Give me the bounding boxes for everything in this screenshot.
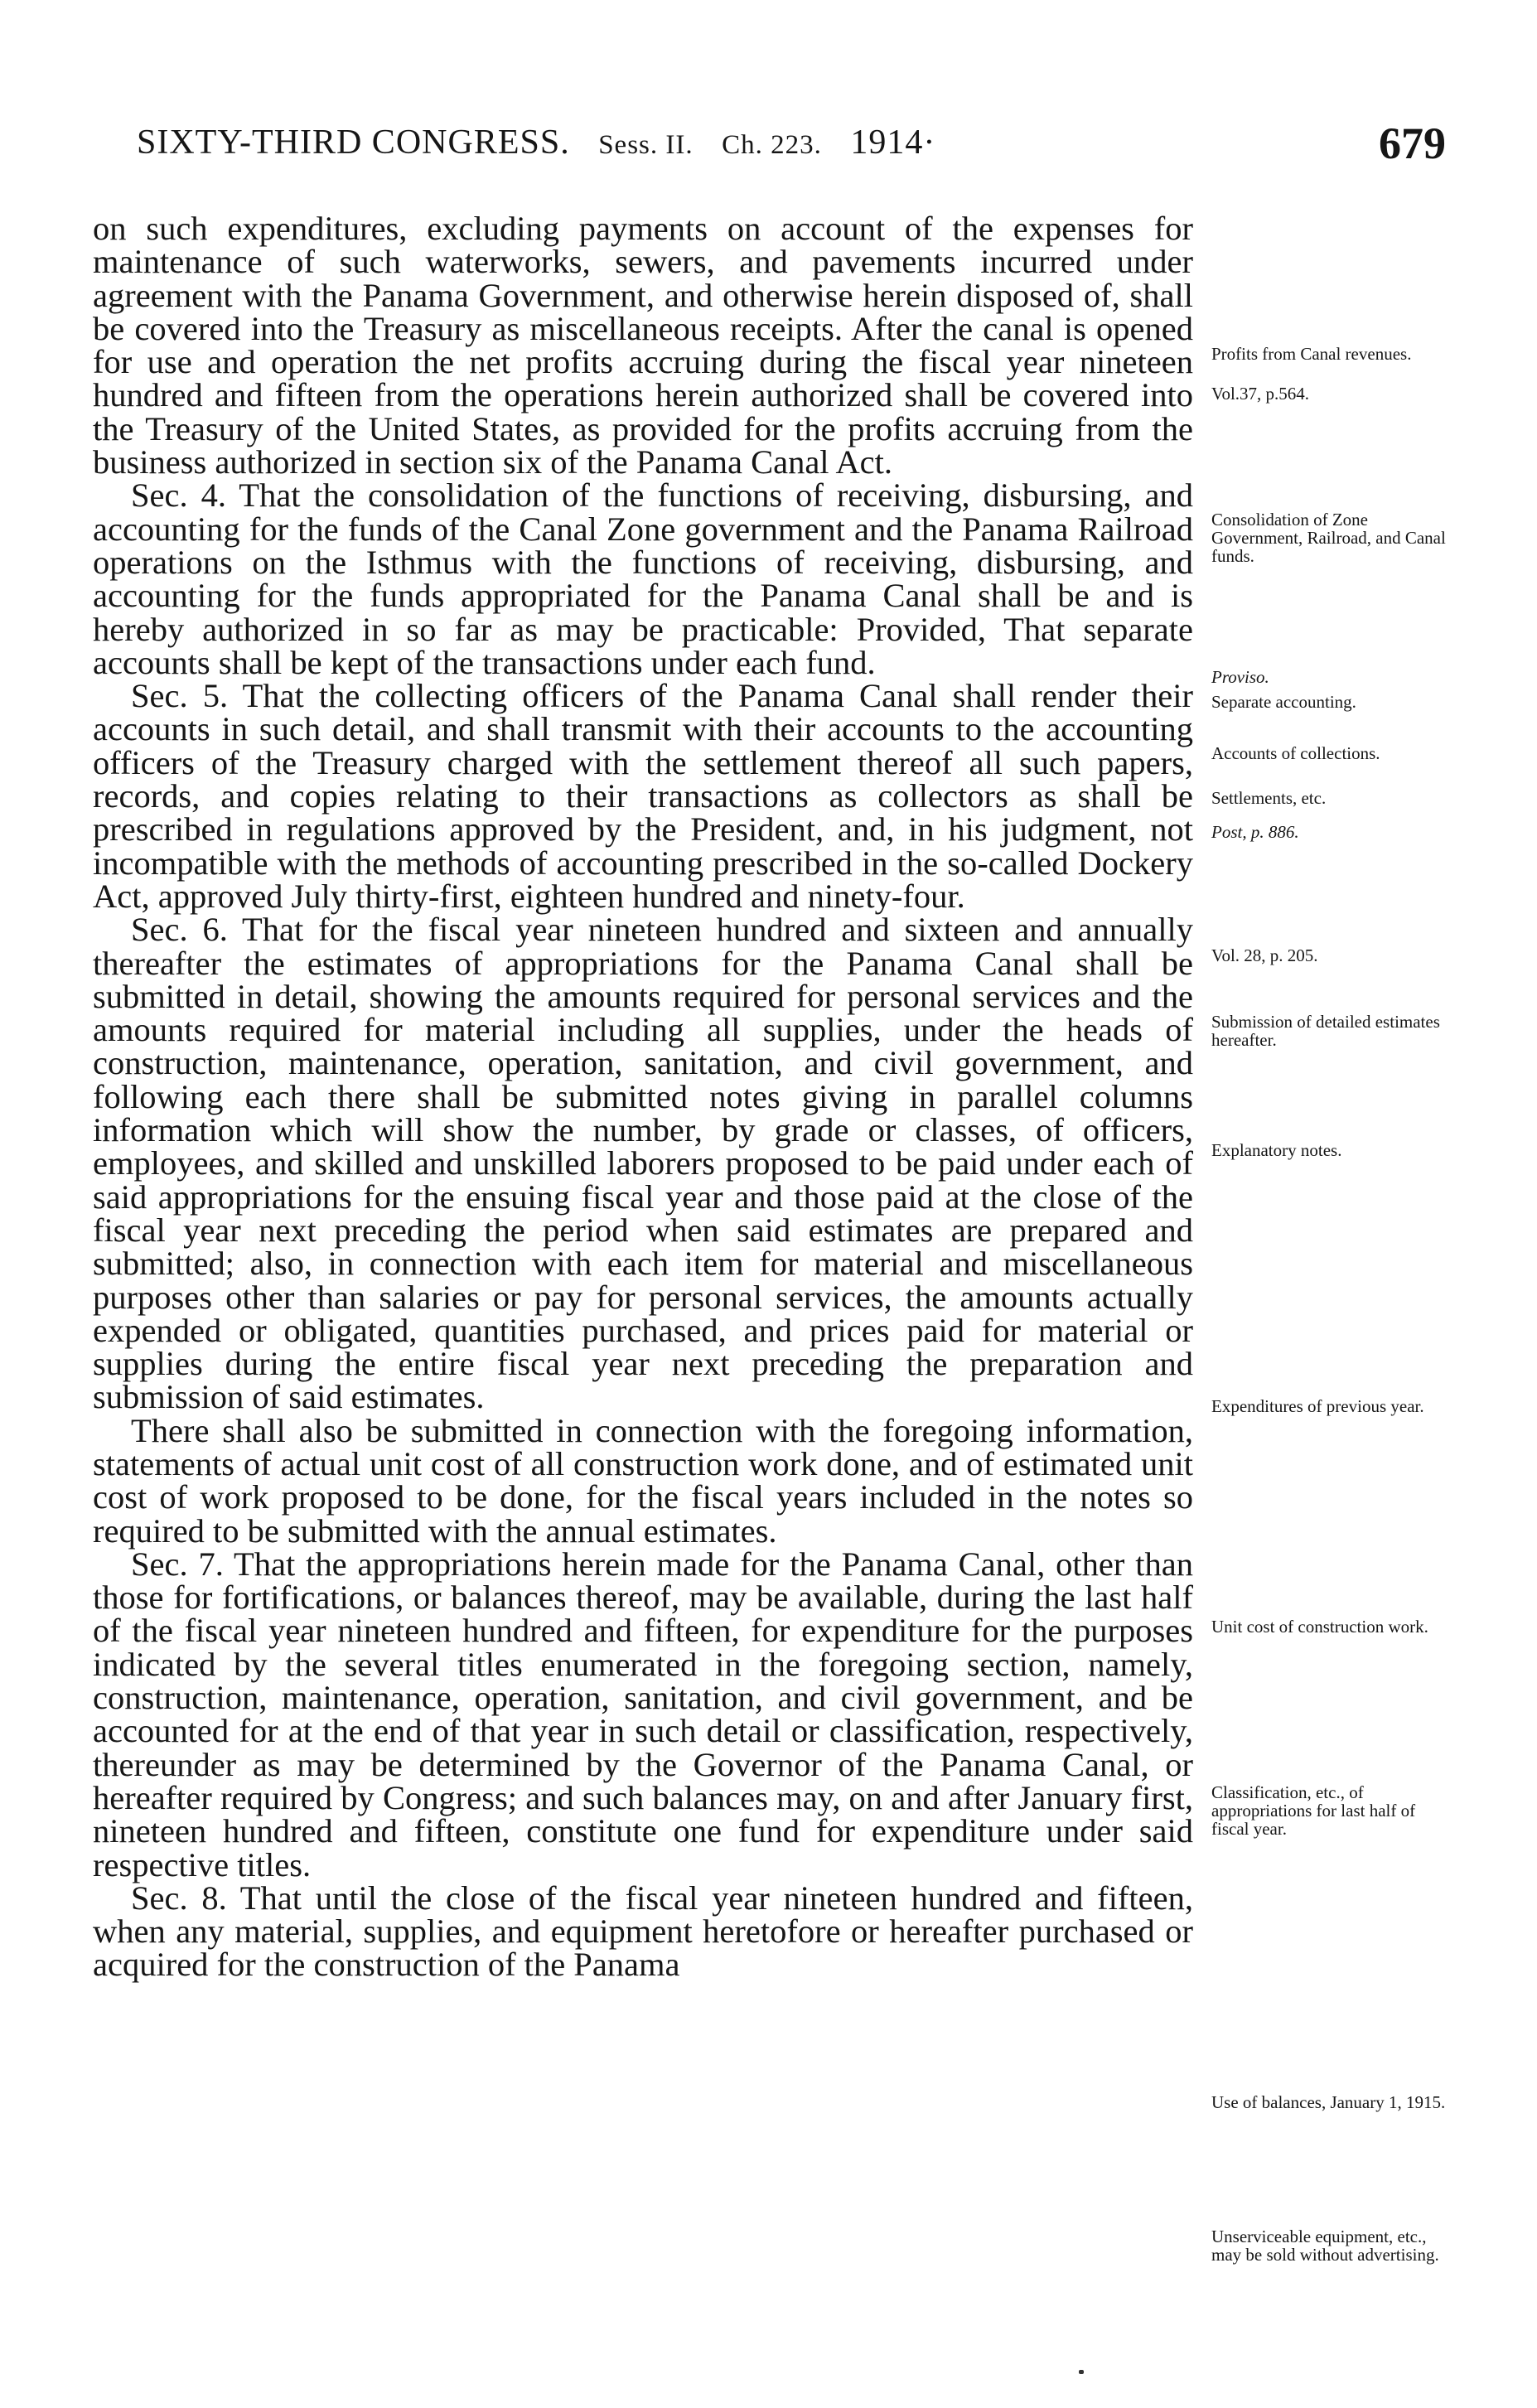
margin-note: Profits from Canal revenues. [1211, 344, 1412, 364]
paragraph-sec-6: Sec. 6. That for the fiscal year nineteen hundred and sixteen and annually thereafter the estimates of appropriations for the Panama Canal shall be submitted in detail, showing the amounts required for personal services and the amounts required for material including all supplies, under the heads of construction, maintenance, operation, sanitation, and civil government, and following each there shall be submitted notes giving in parallel columns information which will show the number, by grade or classes, of officers, employees, and skilled and unskilled laborers proposed to be paid under each of said appropriations for the ensuing fiscal year and those paid at the close of the fiscal year next preceding the period when said estimates are prepared and submitted; also, in connection with each item for material and miscellaneous purposes other than salaries or pay for personal services, the amounts actually expended or obligated, quantities purchased, and prices paid for material or supplies during the entire fiscal year next preceding the preparation and submission of said estimates. [93, 911, 1193, 1416]
main-text [93, 212, 1193, 1982]
margin-note: Consolidation of Zone Government, Railroad, and Canal funds. [1211, 510, 1446, 566]
paragraph-sec-7: Sec. 7. That the appropriations herein made for the Panama Canal, other than those for fortifications, or balances thereof, may be available, during the last half of the fiscal year nineteen hundred and fifteen, for expenditure for the purposes indicated by the several titles enumerated in the foregoing section, namely, construction, maintenance, operation, sanitation, and civil government, and be accounted for at the end of that year in such detail or classification, respectively, thereunder as may be determined by the Governor of the Panama Canal, or hereafter required by Congress; and such balances may, on and after January first, nineteen hundred and fifteen, constitute one fund for expenditure under said respective titles. [93, 1545, 1193, 1883]
paragraph-sec-8: Sec. 8. That until the close of the fiscal year nineteen hundred and fifteen, when any material, supplies, and equipment heretofore or hereafter purchased or acquired for the construction of the Panama [93, 1879, 1193, 1984]
margin-note: Unit cost of construction work. [1211, 1617, 1428, 1637]
margin-note: Vol. 28, p. 205. [1211, 945, 1318, 965]
margin-note: Settlements, etc. [1211, 788, 1327, 808]
margin-note: Post, p. 886. [1211, 822, 1299, 842]
header-text [137, 123, 935, 162]
paragraph-continuation: on such expenditures, excluding payments on account of the expenses for maintenance of such waterworks, sewers, and pavements incurred under agreement with the Panama Government, and otherwise herein disposed of, shall be covered into the Treasury as miscellaneous receipts. After the canal is opened for use and operation the net profits accruing during the fiscal year nineteen hundred and fifteen from the operations herein authorized shall be covered into the Treasury of the United States, as provided for the profits accruing from the business authorized in section six of the Panama Canal Act. [93, 210, 1193, 481]
paragraph-sec-4: Sec. 4. That the consolidation of the functions of receiving, disbursing, and accounting for the funds of the Canal Zone government and the Panama Railroad operations on the Isthmus with the functions of receiving, disbursing, and accounting for the funds appropriated for the Panama Canal shall be and is hereby authorized in so far as may be practicable: Provided, That separate accounts shall be kept of the transactions under each fund. [93, 476, 1193, 681]
margin-note: Use of balances, January 1, 1915. [1211, 2092, 1446, 2112]
margin-note: Vol.37, p.564. [1211, 384, 1310, 404]
paragraph-sec-5: Sec. 5. That the collecting officers of the Panama Canal shall render their accounts in such detail, and shall transmit with their accounts to the accounting officers of the Treasury charged with the settlement thereof all such papers, records, and copies relating to their transactions as collectors as shall be prescribed in regulations approved by the President, and, in his judgment, not incompatible with the methods of accounting prescribed in the so-called Dockery Act, approved July thirty-first, eighteen hundred and ninety-four. [93, 677, 1193, 915]
header-chapter: Ch. 223. [722, 130, 822, 160]
margin-note: Classification, etc., of appropriations for last half of fiscal year. [1211, 1782, 1416, 1839]
header-year: 1914· [850, 123, 936, 162]
header-session: Sess. II. [598, 130, 694, 160]
margin-note: Submission of detailed estimates hereafter. [1211, 1012, 1440, 1050]
margin-note: Unserviceable equipment, etc., may be sold without advertising. [1211, 2227, 1439, 2265]
ink-speck [1079, 2370, 1084, 2374]
margin-notes [1211, 0, 1452, 2408]
paragraph-unit-cost: There shall also be submitted in connection with the foregoing information, statements of actual unit cost of all construction work done, and of estimated unit cost of work proposed to be done, for the fiscal years included in the notes so required to be submitted with the annual estimates. [93, 1411, 1193, 1550]
margin-note: Explanatory notes. [1211, 1140, 1342, 1160]
margin-note: Proviso. [1211, 667, 1269, 687]
header-congress: SIXTY-THIRD CONGRESS. [137, 123, 570, 162]
page-number: 679 [1379, 118, 1446, 168]
margin-note: Accounts of collections. [1211, 743, 1380, 763]
margin-note: Separate accounting. [1211, 692, 1356, 712]
margin-note: Expenditures of previous year. [1211, 1396, 1424, 1416]
